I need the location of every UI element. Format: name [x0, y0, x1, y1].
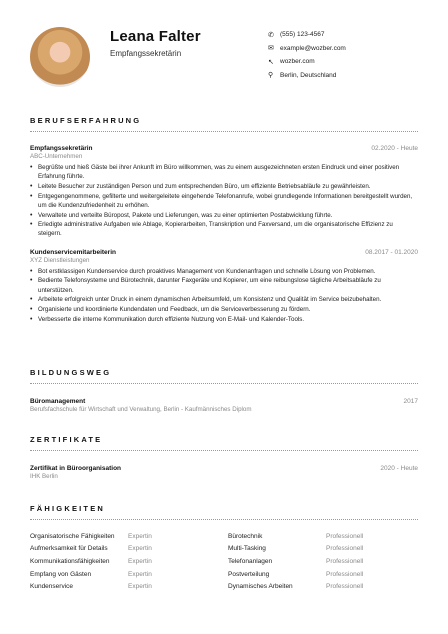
- job-bullets: [30, 163, 418, 239]
- skill-level: Professionell: [326, 583, 364, 591]
- bullet-item: • Arbeitete erfolgreich unter Druck in einem dynamischen Arbeitsumfeld, um Konsistenz und Qualität im Service beizubehalten.: [30, 295, 418, 304]
- skill-name: Kommunikationsfähigkeiten: [30, 557, 110, 565]
- skill-level: Professionell: [326, 557, 364, 565]
- job-entry: [30, 249, 418, 324]
- education-org: Berufsfachschule für Wirtschaft und Verwaltung, Berlin - Kaufmännisches Diplom: [30, 406, 252, 413]
- contact-list: [268, 28, 346, 82]
- skill-name: Organisatorische Fähigkeiten: [30, 532, 115, 540]
- job-date: 08.2017 - 01.2020: [365, 248, 418, 256]
- contact-location: [268, 69, 346, 83]
- skill-level: Expertin: [128, 545, 152, 553]
- skill-name: Dynamisches Arbeiten: [228, 583, 293, 591]
- skill-level: Expertin: [128, 532, 152, 540]
- bullet-item: • Bot erstklassigen Kundenservice durch proaktives Management von Kundenanfragen und schnelle Lösung von Problemen.: [30, 267, 418, 276]
- experience-section: [30, 116, 418, 324]
- education-entry: [30, 398, 418, 413]
- section-title: ZERTIFIKATE: [30, 435, 418, 451]
- skills-left-names: [30, 530, 128, 593]
- contact-phone: [268, 28, 346, 42]
- skill-name: Empfang von Gästen: [30, 570, 92, 578]
- skills-right-names: [228, 530, 326, 593]
- contact-email[interactable]: [268, 42, 346, 56]
- skill-name: Aufmerksamkeit für Details: [30, 545, 108, 553]
- candidate-role: Empfangssekretärin: [110, 49, 182, 58]
- bullet-item: • Organisierte und koordinierte Kundendaten und Feedback, um die Serviceverbesserung zu fördern.: [30, 305, 418, 314]
- skill-level: Expertin: [128, 557, 152, 565]
- skills-grid: [30, 530, 418, 593]
- job-date: 02.2020 - Heute: [371, 145, 418, 152]
- link-icon: ↖: [268, 58, 274, 66]
- section-title: BERUFSERFAHRUNG: [30, 116, 418, 132]
- bullet-item: • Verwaltete und verteilte Büropost, Pakete und Lieferungen, was zu einer optimierten Postabwicklung führte.: [30, 211, 418, 220]
- bullet-item: • Erledigte administrative Aufgaben wie Ablage, Kopierarbeiten, Transkription und Faxversand, um die organisatorische Effizienz zu steigern.: [30, 220, 418, 238]
- avatar: [30, 27, 90, 87]
- contact-text[interactable]: wozber.com: [280, 58, 315, 66]
- bullet-item: • Bediente Telefonsysteme und Bürotechnik, darunter Faxgeräte und Kopierer, um eine reibungslose tägliche Arbeitsabläufe zu unterstützen.: [30, 276, 418, 294]
- bullet-item: • Leitete Besucher zur zuständigen Person und zum entsprechenden Büro, um effiziente Betriebsabläufe zu gewährleisten.: [30, 182, 418, 191]
- skill-name: Bürotechnik: [228, 532, 263, 540]
- contact-text[interactable]: example@wozber.com: [280, 44, 346, 52]
- skill-level: Professionell: [326, 545, 364, 553]
- resume-header: [0, 0, 448, 112]
- skill-name: Multi-Tasking: [228, 545, 266, 553]
- certificate-org: IHK Berlin: [30, 473, 58, 480]
- section-title: FÄHIGKEITEN: [30, 504, 418, 520]
- skill-name: Postverteilung: [228, 570, 270, 578]
- bullet-item: • Verbesserte die interne Kommunikation durch effiziente Nutzung von E-Mail- und Kalender-Tools.: [30, 315, 418, 324]
- skills-section: [30, 504, 418, 593]
- contact-website[interactable]: [268, 55, 346, 69]
- contact-text: Berlin, Deutschland: [280, 71, 337, 79]
- bullet-item: • Entgegengenommene, gefilterte und weitergeleitete eingehende Telefonanrufe, wobei grundlegende Informationen bereitgestellt wurden, um die Kundenzufriedenheit zu erhöhen.: [30, 192, 418, 210]
- skills-left-levels: [128, 530, 228, 593]
- skill-level: Professionell: [326, 532, 364, 540]
- job-title: Empfangssekretärin: [30, 145, 93, 152]
- bullet-item: • Begrüßte und hieß Gäste bei ihrer Ankunft im Büro willkommen, was zu einem ausgezeichneten ersten Eindruck und einer positiven Erfahrung führte.: [30, 163, 418, 181]
- skill-level: Expertin: [128, 570, 152, 578]
- phone-icon: ✆: [268, 31, 274, 39]
- skills-right-levels: [326, 530, 418, 593]
- certificate-title: Zertifikat in Büroorganisation: [30, 465, 122, 472]
- candidate-name: Leana Falter: [110, 28, 201, 45]
- skill-name: Kundenservice: [30, 583, 73, 591]
- contact-text: (555) 123-4567: [280, 31, 325, 39]
- job-org: XYZ Dienstleistungen: [30, 256, 90, 264]
- skill-level: Expertin: [128, 583, 152, 591]
- mail-icon: ✉: [268, 45, 274, 53]
- education-title: Büromanagement: [30, 398, 86, 405]
- skill-level: Professionell: [326, 570, 364, 578]
- location-pin-icon: ⚲: [268, 72, 274, 80]
- education-date: 2017: [403, 398, 418, 405]
- certificate-date: 2020 - Heute: [380, 465, 418, 472]
- job-title: Kundenservicemitarbeiterin: [30, 248, 116, 256]
- education-section: [30, 368, 418, 413]
- certificate-entry: [30, 465, 418, 480]
- job-org: ABC-Unternehmen: [30, 153, 83, 160]
- certificates-section: [30, 435, 418, 480]
- skill-name: Telefonanlagen: [228, 557, 273, 565]
- section-title: BILDUNGSWEG: [30, 368, 418, 384]
- job-bullets: [30, 267, 418, 324]
- job-entry: [30, 145, 418, 239]
